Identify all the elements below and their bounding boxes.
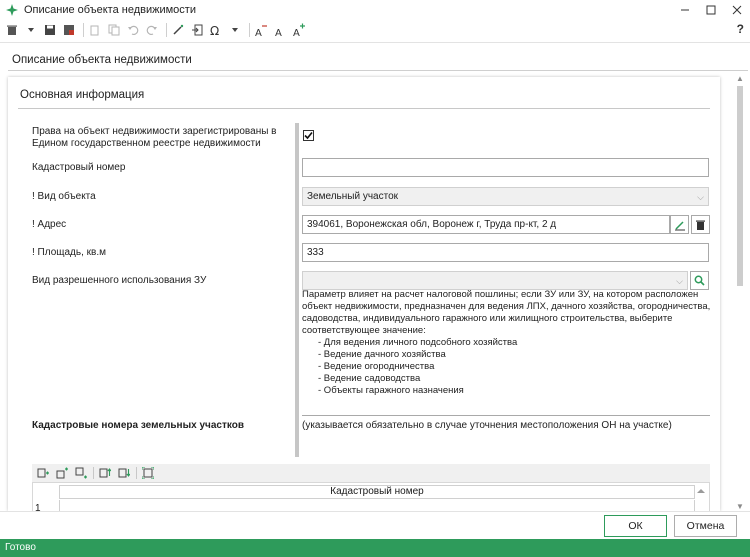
edit-address-button[interactable]: [670, 215, 689, 234]
font-decrease-icon: [254, 23, 268, 37]
status-bar: Готово: [0, 539, 750, 557]
insert-symbol-button[interactable]: [208, 22, 224, 38]
row-number: 1: [35, 503, 41, 511]
land-use-select[interactable]: [302, 271, 688, 290]
registered-label: Права на объект недвижимости зарегистрированы в Едином государственном реестре недвижимости: [32, 126, 277, 149]
import-icon: [191, 24, 203, 36]
title-bar: [0, 0, 750, 20]
land-plots-note: (указывается обязательно в случае уточнения местоположения ОН на участке): [302, 415, 710, 431]
fit-icon: [142, 467, 154, 479]
copy-button[interactable]: [106, 22, 122, 38]
pencil-icon: [674, 219, 686, 231]
land-use-search-button[interactable]: [690, 271, 709, 290]
object-type-label: ! Вид объекта: [32, 191, 96, 202]
divider: [18, 108, 710, 109]
svg-text:A: A: [255, 28, 262, 37]
scroll-down-icon[interactable]: ▼: [736, 502, 744, 511]
move-row-down-button[interactable]: [117, 466, 131, 480]
column-header-cadastral[interactable]: Кадастровый номер: [59, 485, 695, 499]
export-button[interactable]: [61, 22, 77, 38]
font-icon: [273, 23, 287, 37]
font-button[interactable]: [272, 22, 288, 38]
save-button[interactable]: [42, 22, 58, 38]
search-icon: [694, 275, 705, 286]
table-scrollbar[interactable]: [697, 485, 707, 511]
checkmark-icon: [304, 131, 313, 140]
area-input[interactable]: 333: [302, 243, 709, 262]
export-icon: [63, 24, 75, 36]
land-plots-label: Кадастровые номера земельных участков: [32, 420, 244, 431]
dropdown-button[interactable]: [23, 22, 39, 38]
move-row-up-button[interactable]: [98, 466, 112, 480]
magic-wand-icon: [172, 24, 184, 36]
add-row-button[interactable]: [36, 466, 50, 480]
clear-address-button[interactable]: [691, 215, 710, 234]
toolbar-separator: [249, 23, 250, 37]
hint-item: - Объекты гаражного назначения: [318, 385, 464, 396]
cadastral-input[interactable]: [302, 158, 709, 177]
cancel-button[interactable]: Отмена: [674, 515, 737, 537]
chevron-down-icon: ⌵: [676, 276, 683, 286]
trash-icon: [6, 24, 18, 36]
minimize-icon: [680, 5, 690, 15]
object-type-value: Земельный участок: [307, 191, 399, 202]
table-cell[interactable]: [59, 500, 695, 511]
land-use-label: Вид разрешенного использования ЗУ: [32, 275, 207, 286]
address-label: ! Адрес: [32, 219, 67, 230]
cadastral-label: Кадастровый номер: [32, 162, 126, 173]
divider: [8, 70, 748, 71]
column-separator: [295, 123, 299, 457]
move-down-icon: [118, 467, 130, 479]
insert-row-above-icon: [56, 467, 68, 479]
increase-font-button[interactable]: [291, 22, 307, 38]
grid-toolbar: [32, 464, 710, 482]
land-use-hint: [302, 289, 712, 397]
address-input[interactable]: 394061, Воронежская обл, Воронеж г, Труда пр-кт, 2 д: [302, 215, 670, 234]
omega-icon: [210, 24, 222, 36]
font-increase-icon: [292, 23, 306, 37]
insert-row-above-button[interactable]: [55, 466, 69, 480]
hint-text: Параметр влияет на расчет налоговой пошлины; если ЗУ или ЗУ, на котором расположен объект недвижимости, предназначен для ведения ЛПХ, дачного хозяйства, огородничества, садоводства, индивидуального гаражного или жилищного строительства, выберите соответствующее значение:: [302, 289, 711, 336]
area-label: ! Площадь, кв.м: [32, 247, 106, 258]
app-logo-icon: [6, 4, 18, 16]
import-button[interactable]: [189, 22, 205, 38]
svg-text:Ω: Ω: [210, 24, 220, 36]
object-type-select[interactable]: [302, 187, 709, 206]
insert-row-below-button[interactable]: [74, 466, 88, 480]
symbol-dropdown-button[interactable]: [227, 22, 243, 38]
toolbar-separator: [93, 467, 94, 479]
redo-icon: [146, 24, 158, 36]
svg-text:A: A: [275, 28, 282, 37]
main-toolbar: [0, 20, 750, 40]
undo-icon: [127, 24, 139, 36]
toolbar-separator: [136, 467, 137, 479]
undo-button[interactable]: [125, 22, 141, 38]
ok-button[interactable]: ОК: [604, 515, 667, 537]
hint-item: - Ведение садоводства: [318, 373, 421, 384]
svg-text:A: A: [293, 28, 300, 37]
decrease-font-button[interactable]: [253, 22, 269, 38]
trash-icon: [695, 219, 706, 231]
chevron-down-icon: [28, 27, 34, 33]
hint-item: - Для ведения личного подсобного хозяйства: [318, 337, 518, 348]
help-button[interactable]: ?: [736, 22, 744, 36]
window-title: Описание объекта недвижимости: [24, 4, 196, 16]
maximize-button[interactable]: [698, 0, 724, 20]
add-row-icon: [37, 467, 49, 479]
save-icon: [44, 24, 56, 36]
copy-icon: [108, 24, 120, 36]
move-up-icon: [99, 467, 111, 479]
close-button[interactable]: [724, 0, 750, 20]
section-title: Основная информация: [20, 89, 145, 101]
close-icon: [732, 5, 742, 15]
land-plots-table: [32, 482, 710, 511]
scroll-up-icon[interactable]: ▲: [736, 74, 744, 83]
minimize-button[interactable]: [672, 0, 698, 20]
page-header: [0, 42, 750, 72]
cut-button[interactable]: [87, 22, 103, 38]
maximize-icon: [706, 5, 716, 15]
dialog-footer: [0, 511, 750, 539]
page-scrollbar[interactable]: [735, 74, 746, 511]
wizard-button[interactable]: [170, 22, 186, 38]
main-info-card: [8, 77, 720, 511]
insert-row-below-icon: [75, 467, 87, 479]
toolbar-separator: [166, 23, 167, 37]
redo-button[interactable]: [144, 22, 160, 38]
page-title: Описание объекта недвижимости: [12, 54, 192, 66]
toolbar-separator: [83, 23, 84, 37]
scrollbar-thumb[interactable]: [737, 86, 743, 286]
hint-item: - Ведение огородничества: [318, 361, 435, 372]
delete-button[interactable]: [4, 22, 20, 38]
chevron-down-icon: [232, 27, 238, 33]
cut-icon: [89, 24, 101, 36]
registered-checkbox[interactable]: [303, 130, 314, 141]
scroll-up-icon: [697, 488, 705, 494]
hint-item: - Ведение дачного хозяйства: [318, 349, 446, 360]
chevron-down-icon: ⌵: [697, 192, 704, 202]
fit-columns-button[interactable]: [141, 466, 155, 480]
